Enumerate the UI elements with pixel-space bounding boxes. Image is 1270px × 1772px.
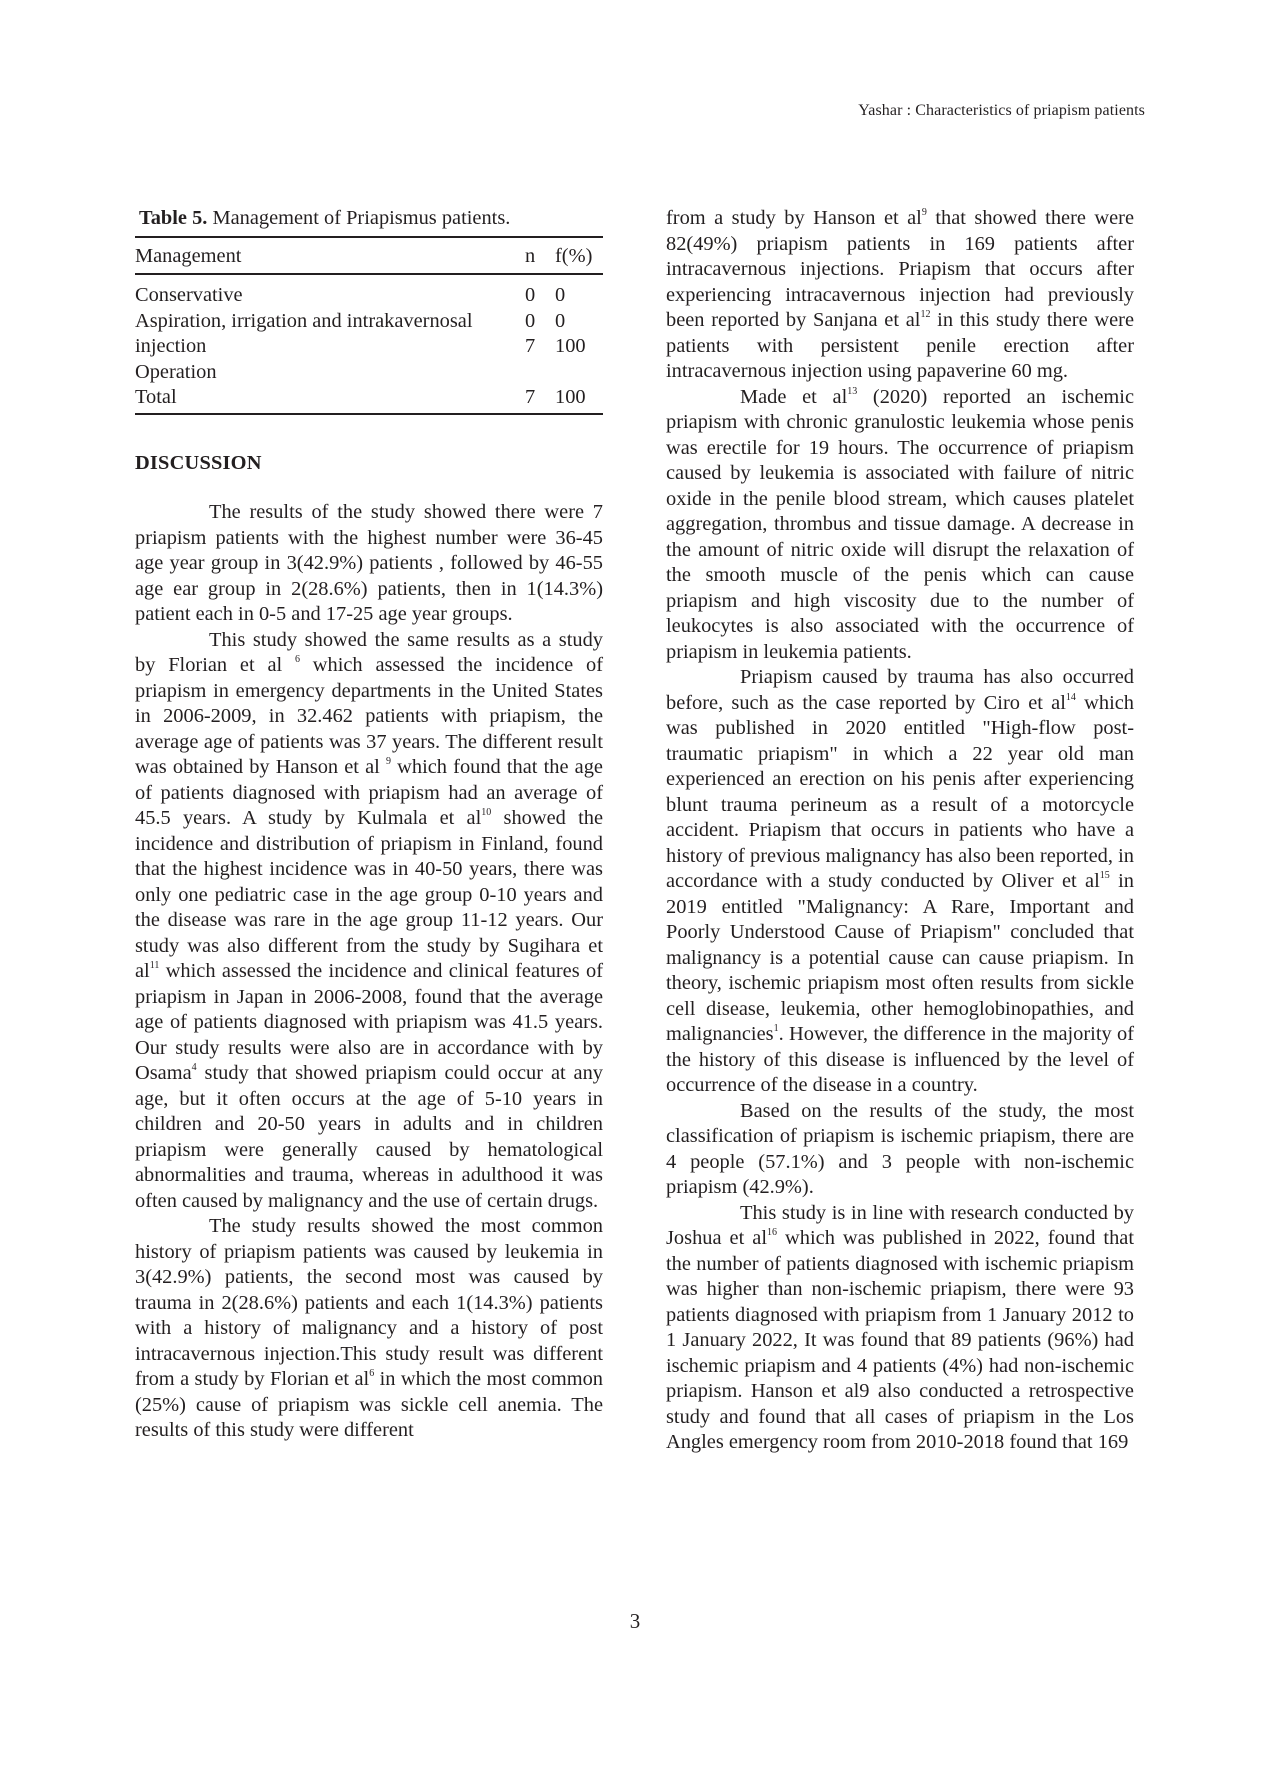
paragraph: Made et $al^{13}$ (2020) reported an ischemic priapism with chronic granulostic leukemia whose penis was erectile for 19 hours. The occurrence of priapism caused by leukemia is associated with failure of nitric oxide in the penile blood stream, which causes platelet aggregation, thrombus and tissue damage. A decrease in the amount of nitric oxide will disrupt the relaxation of the smooth muscle of the penis which can cause priapism and high viscosity due to the number of leukocytes is also associated with the occurrence of priapism in leukemia patients. — [666, 385, 1134, 663]
table-row-total — [135, 385, 603, 414]
citation: 15 — [1099, 870, 1110, 881]
citation: 1 — [773, 1023, 779, 1034]
header-management: Management — [135, 237, 525, 275]
cell-n: 7 — [525, 385, 555, 414]
citation: 9 — [386, 756, 391, 767]
table-row — [135, 360, 603, 386]
cell-management: Conservative — [135, 284, 243, 306]
citation: 13 — [847, 385, 858, 397]
citation: 14 — [1065, 691, 1076, 703]
table-label: Table 5. — [139, 207, 208, 229]
management-table — [135, 236, 603, 415]
cell-f: 100 — [555, 385, 603, 414]
paragraph: Priapism caused by trauma has also occurred before, such as the case reported by Ciro et $al^{14}$ which was published in 2020 entitled "High-flow post-traumatic priapism" in which a 22 year old man experienced an erection on his penis after experiencing blunt trauma perineum as a result of a motorcycle accident. Priapism that occurs in patients who have a history of previous malignancy has also been reported, in accordance with a study conducted by Oliver et $al^{15}$ in 2019 entitled "Malignancy: A Rare, Important and Poorly Understood Cause of Priapism" concluded that malignancy is a potential cause can cause priapism. In theory, ischemic priapism most often results from sickle cell disease, leukemia, other hemoglobinopathies, and malignancies$^1$. However, the difference in the majority of the history of this disease is influenced by the level of occurrence of the disease in a country. — [666, 666, 1134, 1096]
paragraph: This study is in line with research conducted by Joshua et $al^{16}$ which was published in 2022, found that the number of patients diagnosed with ischemic priapism was higher than non-ischemic priapism, there were 93 patients diagnosed with priapism from 1 January 2012 to 1 January 2022, It was found that 89 patients (96%) had ischemic priapism and 4 patients (4%) had non-ischemic priapism. Hanson et al9 also conducted a retrospective study and found that all cases of priapism in the Los Angles emergency room from 2010-2018 found that 169 — [666, 1201, 1134, 1453]
paragraph: The results of the study showed there were 7 priapism patients with the highest number were 36-45 age year group in 3(42.9%) patients , followed by 46-55 age ear group in 2(28.6%) patients, then in 1(14.3%) patient each in 0-5 and 17-25 age year groups. — [135, 501, 603, 625]
citation: 12 — [920, 309, 931, 320]
paragraph: from a study by Hanson et $al^9$ that showed there were 82(49%) priapism patients in 169 patients after intracavernous injections. Priapism that occurs after experiencing intracavernous injection had previously been reported by Sanjana et $al^{12}$ in this study there were patients with persistent penile erection after intracavernous injection using papaverine 60 mg. — [666, 207, 1135, 382]
right-column — [666, 206, 1134, 1456]
cell-n: 0 — [525, 284, 536, 306]
header-f: f(%) — [555, 237, 603, 275]
cell-management: Aspiration, irrigation and intrakavernosal — [135, 309, 473, 332]
header-n: n — [525, 237, 555, 275]
table-header-row — [135, 237, 603, 275]
table-caption-text: Management of Priapismus patients. — [207, 207, 511, 229]
cell-f — [555, 360, 603, 386]
left-column — [135, 206, 603, 1444]
paragraph: This study showed the same results as a study by Florian et al $^6$ which assessed the incidence of priapism in emergency departments in the United States in 2006-2009, in 32.462 patients with priapism, the average age of patients was 37 years. The different result was obtained by Hanson et al $^9$ which found that the age of patients diagnosed with priapism had an average of 45.5 years. A study by Kulmala et $al^{10}$ showed the incidence and distribution of priapism in Finland, found that the highest incidence was in 40-50 years, there was only one pediatric case in the age group 0-10 years and the disease was rare in the age group 11-12 years. Our study was also different from the study by Sugihara et $al^{11}$ which assessed the incidence and clinical features of priapism in Japan in 2006-2008, found that the average age of patients diagnosed with priapism was 41.5 years. Our study results were also are in accordance with by Osama$^4$ study that showed priapism could occur at any age, but it often occurs at the age of 5-10 years in children and 20-50 years in adults and in children priapism were generally caused by hematological abnormalities and trauma, whereas in adulthood it was often caused by malignancy and the use of certain drugs. — [135, 628, 603, 1212]
paragraph: The study results showed the most common history of priapism patients was caused by leukemia in 3(42.9%) patients, the second most was caused by trauma in 2(28.6%) patients and each 1(14.3%) patients with a history of malignancy and a history of post intracavernous injection.This study result was different from a study by Florian et $al^6$ in which the most common (25%) cause of priapism was sickle cell anemia. The results of this study were different — [135, 1215, 603, 1441]
citation: 10 — [481, 807, 492, 818]
cell-management: Total — [135, 385, 525, 414]
citation: 6 — [294, 654, 300, 665]
paragraph: Based on the results of the study, the most classification of priapism is ischemic priapism, there are 4 people (57.1%) and 3 people with non-ischemic priapism (42.9%). — [666, 1099, 1134, 1198]
cell-management: injection — [135, 335, 207, 357]
running-head: Yashar : Characteristics of priapism patients — [858, 102, 1145, 119]
citation: 11 — [149, 960, 160, 971]
table-row — [135, 334, 603, 360]
page-number: 3 — [629, 1609, 641, 1633]
cell-n — [525, 360, 555, 386]
cell-management: Operation — [135, 360, 217, 383]
table-caption — [139, 206, 603, 232]
citation: 16 — [767, 1227, 778, 1238]
cell-f: 100 — [555, 335, 586, 357]
cell-n: 0 — [525, 309, 536, 332]
table-row — [135, 274, 603, 309]
citation: 6 — [369, 1368, 375, 1379]
table-row — [135, 309, 603, 335]
cell-f: 0 — [555, 309, 566, 332]
cell-f: 0 — [555, 284, 566, 306]
citation: 4 — [191, 1062, 197, 1073]
section-heading: DISCUSSION — [135, 451, 262, 474]
cell-n: 7 — [525, 335, 536, 357]
citation: 9 — [921, 207, 927, 218]
